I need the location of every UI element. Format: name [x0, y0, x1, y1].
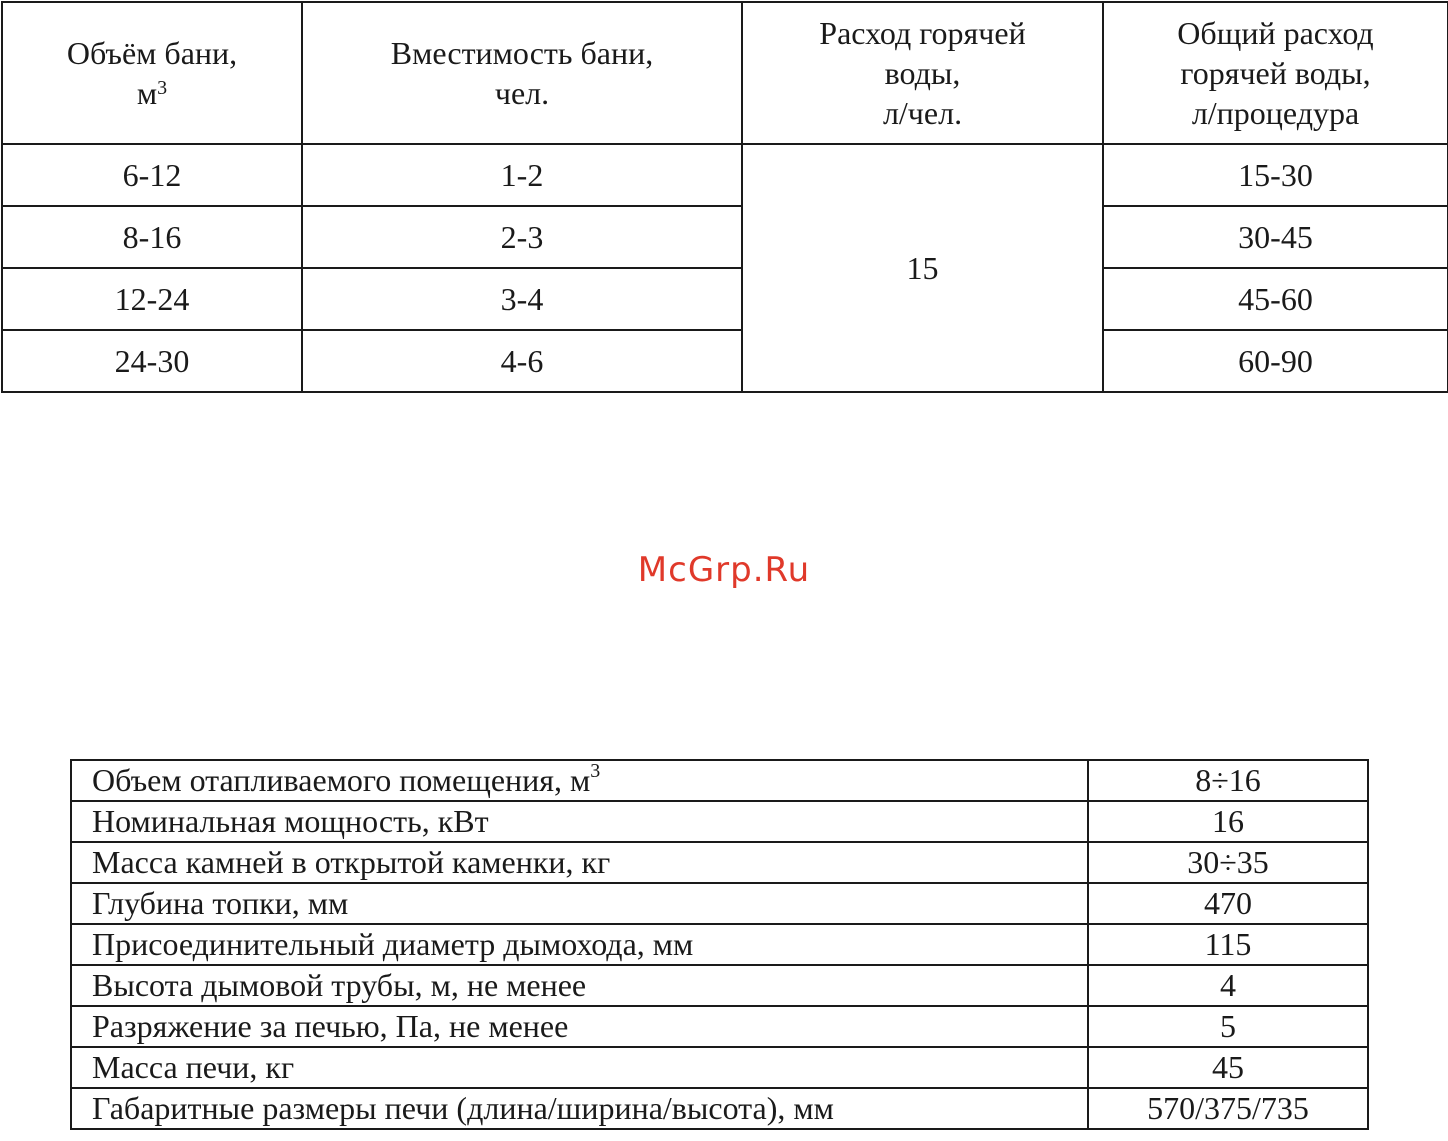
spec-value: 5 — [1088, 1006, 1368, 1047]
table-row — [71, 965, 1368, 1006]
spec-value: 16 — [1088, 801, 1368, 842]
header-water-per-person — [742, 2, 1103, 144]
spec-parameter: Высота дымовой трубы, м, не менее — [71, 965, 1088, 1006]
table-row — [71, 801, 1368, 842]
header-line: л/чел. — [882, 95, 963, 131]
spec-parameter: Масса камней в открытой каменки, кг — [71, 842, 1088, 883]
header-total-water — [1103, 2, 1448, 144]
cell-capacity: 2-3 — [302, 206, 742, 268]
cell-total-water: 30-45 — [1103, 206, 1448, 268]
spec-parameter-text: Объем отапливаемого помещения, м — [92, 762, 591, 798]
spec-parameter: Глубина топки, мм — [71, 883, 1088, 924]
table-row — [71, 1047, 1368, 1088]
table-row — [71, 883, 1368, 924]
table-row — [71, 924, 1368, 965]
cell-capacity: 3-4 — [302, 268, 742, 330]
spec-value: 45 — [1088, 1047, 1368, 1088]
spec-value: 8÷16 — [1088, 760, 1368, 801]
header-bath-capacity — [302, 2, 742, 144]
header-line: горячей воды, — [1180, 55, 1371, 91]
spec-parameter: Масса печи, кг — [71, 1047, 1088, 1088]
table-row — [71, 1088, 1368, 1129]
table-header-row — [2, 2, 1448, 144]
header-unit: м — [136, 75, 158, 111]
cell-volume: 8-16 — [2, 206, 302, 268]
spec-value: 570/375/735 — [1088, 1088, 1368, 1129]
cell-capacity: 1-2 — [302, 144, 742, 206]
cell-capacity: 4-6 — [302, 330, 742, 392]
header-line: Общий расход — [1177, 15, 1374, 51]
watermark-text: McGrp.Ru — [637, 550, 811, 590]
header-line — [3, 73, 301, 113]
header-line: чел. — [494, 75, 550, 111]
cell-total-water: 45-60 — [1103, 268, 1448, 330]
cell-volume: 24-30 — [2, 330, 302, 392]
cell-water-per-person: 15 — [742, 144, 1103, 392]
spec-value: 30÷35 — [1088, 842, 1368, 883]
table-row — [71, 842, 1368, 883]
header-line: воды, — [884, 55, 961, 91]
table-row — [71, 1006, 1368, 1047]
stove-specifications-table — [70, 759, 1369, 1130]
cell-volume: 12-24 — [2, 268, 302, 330]
header-line: Вместимость бани, — [390, 35, 654, 71]
table-row — [2, 144, 1448, 206]
spec-parameter: Номинальная мощность, кВт — [71, 801, 1088, 842]
cell-total-water: 60-90 — [1103, 330, 1448, 392]
spec-value: 4 — [1088, 965, 1368, 1006]
header-line: л/процедура — [1191, 95, 1360, 131]
spec-value: 115 — [1088, 924, 1368, 965]
spec-parameter — [71, 760, 1088, 801]
header-line: Расход горячей — [819, 15, 1026, 51]
spec-parameter: Разряжение за печью, Па, не менее — [71, 1006, 1088, 1047]
header-bath-volume — [2, 2, 302, 144]
table-row — [2, 330, 1448, 392]
table-row — [2, 268, 1448, 330]
spec-parameter: Присоединительный диаметр дымохода, мм — [71, 924, 1088, 965]
cell-volume: 6-12 — [2, 144, 302, 206]
header-line: Объём бани, — [66, 35, 238, 71]
spec-value: 470 — [1088, 883, 1368, 924]
superscript: 3 — [157, 77, 168, 99]
cell-total-water: 15-30 — [1103, 144, 1448, 206]
bath-water-consumption-table — [1, 1, 1448, 393]
spec-parameter: Габаритные размеры печи (длина/ширина/высота), мм — [71, 1088, 1088, 1129]
superscript: 3 — [590, 760, 601, 782]
table-row — [2, 206, 1448, 268]
table-row — [71, 760, 1368, 801]
